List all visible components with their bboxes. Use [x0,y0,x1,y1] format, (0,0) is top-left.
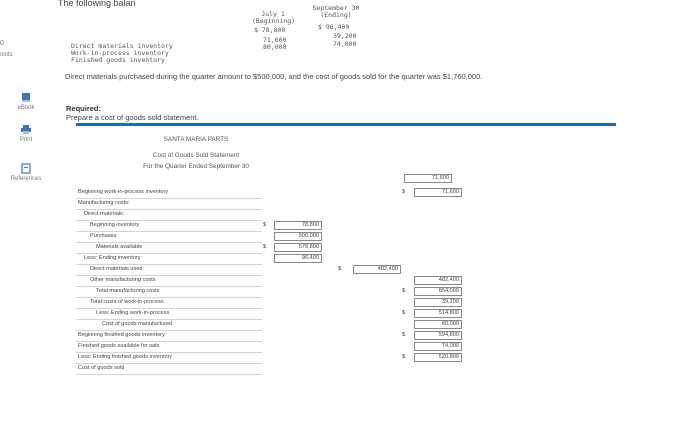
sidebar-item-ebook[interactable] [0,92,52,111]
inv-row-label: Work-in-process inventory [71,49,169,57]
header-text: The following balan [58,0,136,8]
statement-line-label[interactable]: Cost of goods sold [78,365,125,371]
row-divider [76,352,262,353]
statement-amount-input[interactable]: 80,000 [414,320,462,329]
row-divider [76,319,262,320]
row-divider [76,286,262,287]
row-divider [76,242,262,243]
row-divider [76,231,262,232]
cogs-statement [76,123,616,435]
statement-line-label[interactable]: Beginning work-in-process inventory [78,189,169,195]
statement-amount-input[interactable]: 78,800 [274,221,322,230]
statement-amount-input[interactable]: 500,000 [274,232,322,241]
statement-line-label[interactable]: Direct materials: [84,211,125,217]
row-divider [76,209,262,210]
statement-line-label[interactable]: Other manufacturing costs [90,277,156,283]
row-divider [76,297,262,298]
print-icon [20,124,32,135]
dollar-sign: $ [402,189,406,195]
sidebar-item-label: eBook [17,105,35,111]
inv-row-label: Finished goods inventory [71,56,165,64]
statement-amount-input[interactable]: 482,400 [353,265,401,274]
row-divider [76,198,262,199]
sidebar-item-label: References [10,176,42,182]
statement-amount-input[interactable]: 96,400 [274,254,322,263]
statement-amount-input[interactable]: 594,800 [414,331,462,340]
statement-line-label[interactable]: Beginning inventory [90,222,140,228]
row-divider [76,363,262,364]
statement-amount-input[interactable]: 514,800 [414,309,462,318]
company-name: SANTA MARIA PARTS [163,136,229,143]
header-band [76,123,616,126]
statement-name: Cost of Goods Sold Statement [152,152,240,159]
statement-line-label[interactable]: Cost of goods manufactured [102,321,173,327]
statement-line-label[interactable]: Less: Ending work-in-process [96,310,170,316]
statement-amount-input[interactable]: 520,800 [414,353,462,362]
required-title: Required: [66,104,102,113]
statement-amount-input[interactable]: 74,000 [414,342,462,351]
problem-text: Direct materials purchased during the quarter amount to $500,000, and the cost of goods sold for the quarter was $1,760,000. [65,72,483,81]
statement-line-label[interactable]: Less: Ending inventory [84,255,141,261]
dollar-sign: $ [402,354,406,360]
statement-amount-input[interactable]: 39,200 [414,298,462,307]
statement-period: For the Quarter Ended September 30 [143,163,249,170]
row-divider [76,275,262,276]
inv-row-label: Direct materials inventory [71,42,173,50]
row-divider [76,374,262,375]
inv-row-sept: 39,200 [333,32,357,40]
statement-line-label[interactable]: Direct materials used [90,266,143,272]
dollar-sign: $ [402,288,406,294]
row-divider [76,253,262,254]
inv-row-sept: $ 96,400 [318,23,350,31]
dollar-sign: $ [402,310,406,316]
inv-row-sept: 74,000 [333,40,357,48]
row-divider [76,308,262,309]
dollar-sign: $ [263,244,267,250]
sidebar [0,0,52,438]
statement-line-label[interactable]: Finished goods available for sale [78,343,160,349]
book-icon [21,92,31,103]
dollar-sign: $ [402,332,406,338]
statement-line-label[interactable]: Beginning finished goods inventory [78,332,165,338]
statement-line-label[interactable]: Purchases [90,233,117,239]
row-divider [76,264,262,265]
dollar-sign: $ [338,266,342,272]
statement-line-label[interactable]: Total manufacturing costs [96,288,160,294]
col-sept-header: September 30 (Ending) [312,4,360,19]
sidebar-item-label: Print [19,137,33,143]
points-value: 0 [0,40,4,47]
inv-row-july: $ 78,800 [254,26,286,34]
statement-line-label[interactable]: Manufacturing costs: [78,200,130,206]
inv-row-july: 80,000 [263,43,287,51]
points-label: oints [0,52,13,58]
statement-amount-input[interactable]: 71,600 [404,174,452,183]
statement-line-label[interactable]: Total costs of work-in-process [90,299,164,305]
required-text: Prepare a cost of goods sold statement. [66,113,199,122]
row-divider [76,220,262,221]
statement-amount-input[interactable]: 71,600 [414,188,462,197]
col-july-header: July 1 (Beginning) [252,10,296,25]
statement-amount-input[interactable]: 578,800 [274,243,322,252]
statement-amount-input[interactable]: 654,000 [414,287,462,296]
dollar-sign: $ [263,222,267,228]
inv-row-july: 71,600 [263,36,287,44]
statement-amount-input[interactable]: 482,400 [414,276,462,285]
statement-line-label[interactable]: Less: Ending finished goods inventory [78,354,173,360]
statement-line-label[interactable]: Materials available [96,244,143,250]
row-divider [76,330,262,331]
row-divider [76,341,262,342]
